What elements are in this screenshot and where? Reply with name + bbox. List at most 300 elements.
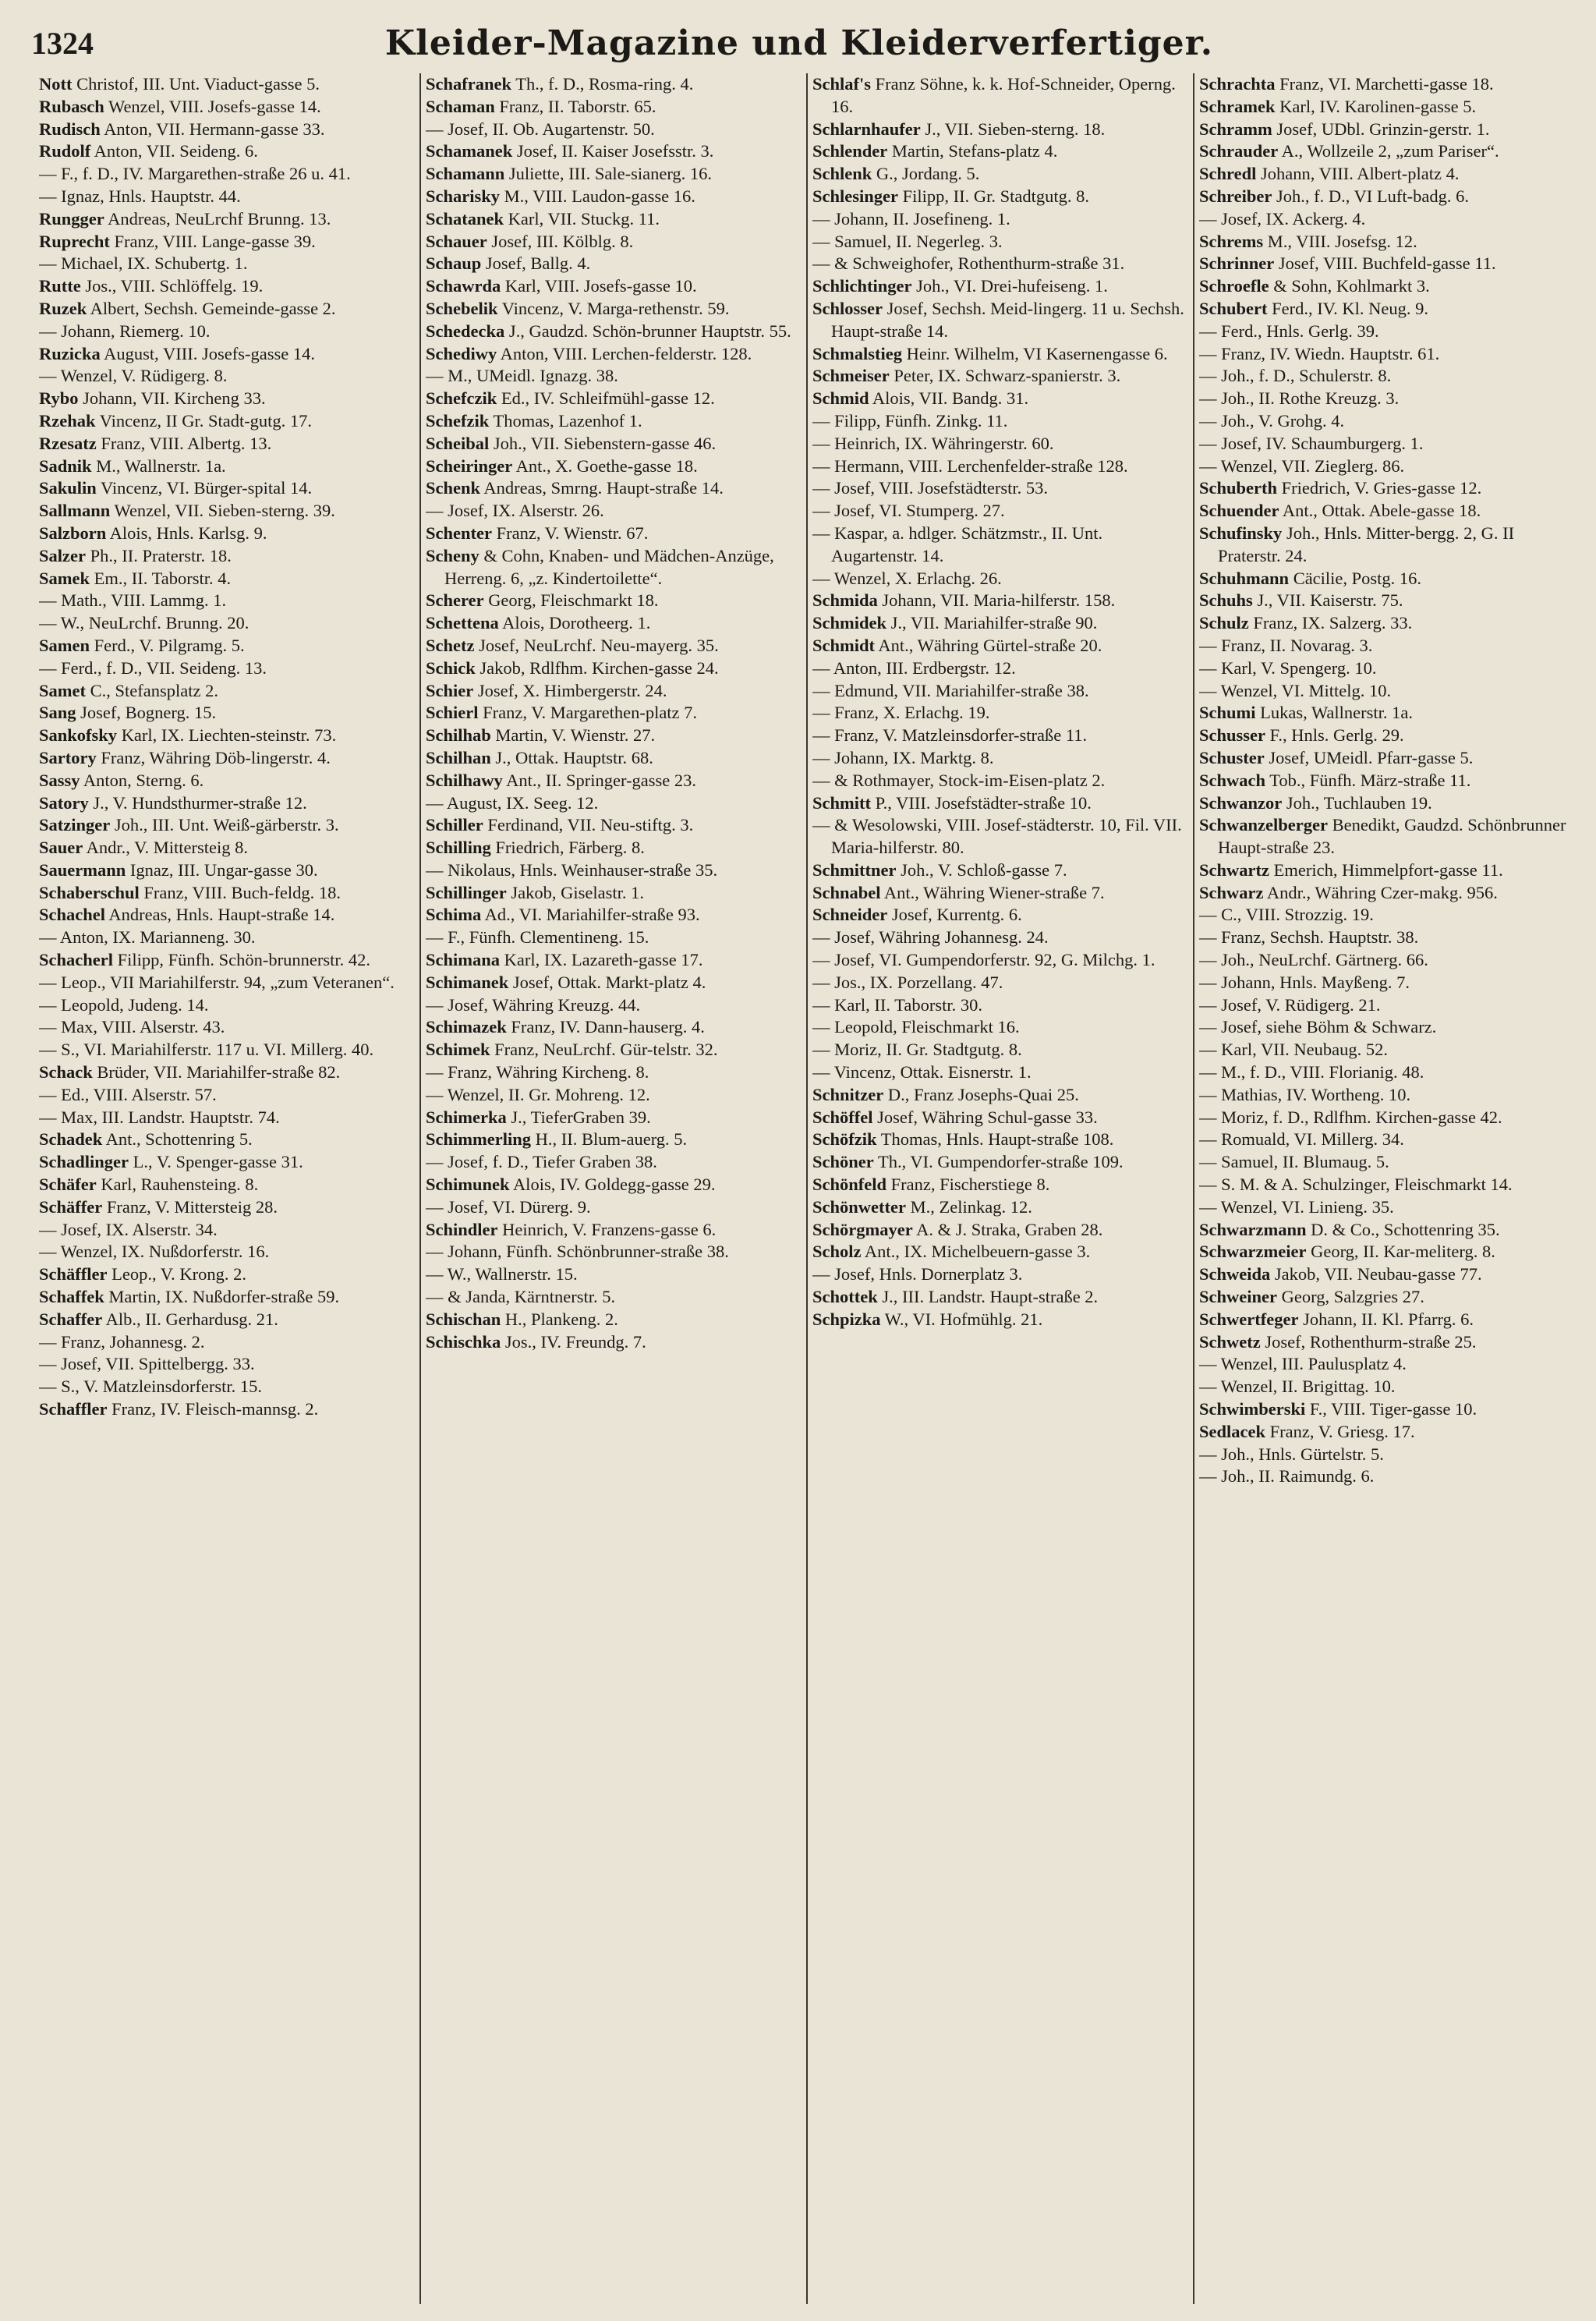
entry-text: Franz, VIII. Buch-feldg. 18. (143, 882, 341, 902)
entry-name: Schwanzelberger (1199, 815, 1328, 835)
entry-text: — Josef, Währing Kreuzg. 44. (426, 994, 641, 1015)
entry-text: — Josef, IX. Alserstr. 34. (39, 1219, 218, 1239)
directory-entry (426, 1241, 800, 1263)
entry-text: H., II. Blum-auerg. 5. (535, 1129, 688, 1150)
entry-text: J., Gaudzd. Schön-brunner Hauptstr. 55. (508, 321, 791, 341)
entry-name: Schmitt (812, 792, 871, 813)
directory-entry (1199, 612, 1567, 635)
entry-text: — Joh., f. D., Schulerstr. 8. (1199, 366, 1392, 386)
directory-entry (426, 1107, 800, 1129)
entry-text: Ant., IX. Michelbeuern-gasse 3. (864, 1242, 1091, 1262)
entry-text: — M., f. D., VIII. Florianig. 48. (1199, 1062, 1424, 1083)
entry-text: — Wenzel, II. Gr. Mohreng. 12. (426, 1084, 650, 1104)
entry-name: Schefczik (426, 388, 497, 409)
column-divider (1193, 73, 1194, 2304)
entry-text: — Wenzel, VI. Linieng. 35. (1199, 1196, 1394, 1217)
entry-text: — Josef, V. Rüdigerg. 21. (1199, 994, 1381, 1015)
entry-name: Samek (39, 568, 90, 588)
directory-entry (1199, 972, 1567, 994)
entry-text: Josef, Währing Schul-gasse 33. (877, 1107, 1098, 1127)
directory-entry (1199, 1151, 1567, 1174)
entry-text: — Josef, Währing Johannesg. 24. (812, 927, 1049, 948)
entry-text: — Nikolaus, Hnls. Weinhauser-straße 35. (426, 859, 718, 880)
directory-entry (39, 949, 413, 972)
entry-text: Andr., Währing Czer-makg. 956. (1266, 882, 1498, 902)
directory-entry (1199, 298, 1567, 321)
directory-entry (39, 904, 413, 927)
directory-entry (426, 477, 800, 500)
directory-entry (426, 882, 800, 905)
entry-name: Schamanek (426, 141, 513, 161)
entry-name: Schmida (812, 590, 878, 611)
entry-text: Franz, IX. Salzerg. 33. (1253, 613, 1413, 633)
entry-text: Albert, Sechsh. Gemeinde-gasse 2. (90, 298, 336, 318)
directory-entry (39, 253, 413, 275)
directory-entry (426, 119, 800, 141)
entry-text: — Leopold, Fleischmarkt 16. (812, 1017, 1020, 1037)
entry-text: Joh., VI. Drei-hufeiseng. 1. (916, 276, 1108, 296)
entry-text: Christof, III. Unt. Viaduct-gasse 5. (76, 74, 320, 94)
directory-entry (426, 96, 800, 119)
directory-entry (1199, 388, 1567, 410)
directory-entry (39, 1219, 413, 1242)
entry-text: Ferd., V. Pilgramg. 5. (94, 635, 245, 655)
directory-entry (812, 1174, 1187, 1196)
directory-entry (426, 837, 800, 859)
entry-name: Scharisky (426, 186, 501, 206)
entry-text: — Moriz, II. Gr. Stadtgutg. 8. (812, 1040, 1022, 1060)
directory-entry (426, 680, 800, 703)
entry-name: Schischka (426, 1331, 501, 1352)
entry-text: Ant., Ottak. Abele-gasse 18. (1282, 501, 1481, 521)
entry-text: — Michael, IX. Schubertg. 1. (39, 253, 248, 274)
directory-entry (812, 680, 1187, 703)
directory-entry (812, 1016, 1187, 1039)
directory-entry (426, 994, 800, 1017)
directory-entry (812, 972, 1187, 994)
entry-text: Joh., VII. Siebenstern-gasse 46. (493, 433, 717, 453)
directory-entry (812, 590, 1187, 612)
entry-name: Schlaf's (812, 74, 872, 94)
entry-text: — Josef, VIII. Josefstädterstr. 53. (812, 478, 1049, 498)
entry-name: Sadnik (39, 455, 92, 476)
entry-name: Schimmerling (426, 1129, 531, 1150)
entry-name: Sankofsky (39, 725, 118, 746)
entry-text: — Karl, II. Taborstr. 30. (812, 994, 982, 1015)
entry-name: Schmeiser (812, 366, 890, 386)
directory-entry (39, 1039, 413, 1061)
entry-name: Schweiner (1199, 1287, 1277, 1307)
entry-name: Schlesinger (812, 186, 898, 206)
directory-entry (812, 1151, 1187, 1174)
entry-name: Schusser (1199, 725, 1266, 746)
entry-text: P., VIII. Josefstädter-straße 10. (875, 792, 1092, 813)
entry-name: Sakulin (39, 478, 97, 498)
directory-entry (1199, 949, 1567, 972)
directory-entry (426, 455, 800, 478)
directory-entry (426, 388, 800, 410)
entry-text: — Franz, Sechsh. Hauptstr. 38. (1199, 927, 1419, 948)
entry-text: J., Ottak. Hauptstr. 68. (495, 747, 653, 767)
directory-entry (812, 612, 1187, 635)
entry-text: — Vincenz, Ottak. Eisnerstr. 1. (812, 1062, 1032, 1083)
directory-entry (39, 859, 413, 882)
directory-entry (39, 1286, 413, 1309)
directory-entry (426, 186, 800, 208)
entry-text: A., Wollzeile 2, „zum Pariser“. (1281, 141, 1499, 161)
entry-name: Schimanek (426, 972, 509, 992)
entry-text: — Franz, Währing Kircheng. 8. (426, 1062, 649, 1083)
entry-name: Sallmann (39, 501, 111, 521)
entry-name: Schacherl (39, 950, 113, 970)
directory-entry (426, 859, 800, 882)
directory-entry (39, 680, 413, 703)
entry-text: — Romuald, VI. Millerg. 34. (1199, 1129, 1404, 1150)
directory-entry (1199, 1376, 1567, 1398)
entry-text: — Franz, X. Erlachg. 19. (812, 703, 990, 723)
entry-text: — & Janda, Kärntnerstr. 5. (426, 1287, 616, 1307)
entry-name: Schilhan (426, 747, 491, 767)
directory-entry (39, 163, 413, 186)
entry-name: Rutte (39, 276, 81, 296)
entry-name: Schebelik (426, 298, 498, 318)
entry-text: — Johann, Riemerg. 10. (39, 321, 211, 341)
entry-text: Anton, VII. Seideng. 6. (94, 141, 258, 161)
entry-text: — Anton, III. Erdbergstr. 12. (812, 657, 1016, 678)
directory-entry (426, 253, 800, 275)
directory-entry (812, 904, 1187, 927)
directory-entry (812, 433, 1187, 455)
entry-text: Ant., X. Goethe-gasse 18. (515, 455, 698, 476)
directory-entry (812, 477, 1187, 500)
entry-name: Schottek (812, 1287, 878, 1307)
directory-entry (426, 231, 800, 253)
entry-text: M., Wallnerstr. 1a. (96, 455, 226, 476)
entry-text: Karl, IX. Lazareth-gasse 17. (504, 950, 703, 970)
directory-entry (426, 1151, 800, 1174)
column-2 (426, 73, 800, 2304)
entry-name: Scherer (426, 590, 484, 611)
directory-entry (39, 612, 413, 635)
entry-name: Schettena (426, 613, 499, 633)
entry-text: Martin, Stefans-platz 4. (891, 141, 1058, 161)
entry-text: — Wenzel, VII. Zieglerg. 86. (1199, 455, 1405, 476)
entry-name: Schwarzmeier (1199, 1242, 1307, 1262)
entry-text: Josef, NeuLrchf. Neu-mayerg. 35. (479, 635, 719, 655)
entry-name: Scheny (426, 545, 480, 565)
directory-entry (426, 523, 800, 545)
entry-text: Josef, Bognerg. 15. (80, 703, 217, 723)
entry-name: Schramm (1199, 119, 1272, 139)
entry-text: — Joh., Hnls. Gürtelstr. 5. (1199, 1444, 1384, 1464)
entry-name: Schuster (1199, 747, 1265, 767)
entry-text: — Johann, Fünfh. Schönbrunner-straße 38. (426, 1242, 729, 1262)
directory-entry (812, 770, 1187, 792)
entry-text: Emerich, Himmelpfort-gasse 11. (1273, 859, 1503, 880)
entry-name: Nott (39, 74, 73, 94)
directory-entry (39, 365, 413, 388)
entry-text: — Wenzel, II. Brigittag. 10. (1199, 1377, 1396, 1397)
directory-entry (1199, 927, 1567, 949)
entry-text: August, VIII. Josefs-gasse 14. (104, 343, 315, 363)
entry-text: Martin, V. Wienstr. 27. (495, 725, 656, 746)
entry-text: Wenzel, VIII. Josefs-gasse 14. (108, 96, 321, 116)
directory-entry (812, 1061, 1187, 1084)
entry-text: — Franz, V. Matzleinsdorfer-straße 11. (812, 725, 1088, 746)
directory-entry (426, 814, 800, 837)
entry-text: Franz, V. Wienstr. 67. (496, 523, 649, 543)
entry-text: Jos., VIII. Schlöffelg. 19. (85, 276, 264, 296)
directory-entry (1199, 702, 1567, 725)
entry-text: Brüder, VII. Mariahilfer-straße 82. (97, 1062, 341, 1083)
directory-entry (426, 702, 800, 725)
entry-text: Joh., Tuchlauben 19. (1286, 792, 1432, 813)
directory-entry (426, 927, 800, 949)
entry-name: Schlosser (812, 298, 883, 318)
entry-text: — Samuel, II. Blumaug. 5. (1199, 1152, 1389, 1172)
entry-text: D., Franz Josephs-Quai 25. (887, 1084, 1079, 1104)
entry-text: Franz, NeuLrchf. Gür-telstr. 32. (494, 1040, 718, 1060)
entry-text: — Josef, VII. Spittelbergg. 33. (39, 1354, 255, 1374)
entry-name: Schnabel (812, 882, 881, 902)
entry-text: Karl, IX. Liechten-steinstr. 73. (121, 725, 337, 746)
directory-entry (39, 343, 413, 366)
entry-text: — Karl, V. Spengerg. 10. (1199, 657, 1377, 678)
entry-name: Schaman (426, 96, 495, 116)
entry-name: Schimek (426, 1040, 490, 1060)
entry-name: Schimerka (426, 1107, 507, 1127)
entry-name: Schindler (426, 1219, 498, 1239)
entry-text: F., VIII. Tiger-gasse 10. (1309, 1399, 1477, 1419)
entry-name: Schischan (426, 1309, 501, 1329)
directory-entry (39, 477, 413, 500)
entry-name: Schmidt (812, 635, 876, 655)
entry-text: J., TieferGraben 39. (511, 1107, 651, 1127)
directory-entry (426, 747, 800, 770)
directory-entry (426, 1061, 800, 1084)
directory-entry (812, 1107, 1187, 1129)
entry-text: Georg, Fleischmarkt 18. (488, 590, 659, 611)
entry-name: Schack (39, 1062, 93, 1083)
directory-entry (426, 1286, 800, 1309)
entry-text: M., Zelinkag. 12. (910, 1196, 1032, 1217)
directory-entry (1199, 275, 1567, 298)
entry-text: — Wenzel, III. Paulusplatz 4. (1199, 1354, 1407, 1374)
directory-entry (426, 1016, 800, 1039)
entry-text: Karl, VII. Stuckg. 11. (508, 208, 660, 229)
entry-text: Anton, Sterng. 6. (83, 770, 204, 790)
entry-text: — S., VI. Mariahilferstr. 117 u. VI. Millerg. 40. (39, 1040, 374, 1060)
entry-name: Schrinner (1199, 253, 1275, 274)
entry-name: Schaffek (39, 1287, 104, 1307)
directory-entry (1199, 1331, 1567, 1354)
directory-entry (1199, 568, 1567, 590)
entry-name: Schimazek (426, 1017, 507, 1037)
entry-name: Schamann (426, 164, 505, 184)
entry-name: Schaberschul (39, 882, 140, 902)
entry-name: Samen (39, 635, 90, 655)
directory-entry (426, 1129, 800, 1151)
directory-entry (1199, 410, 1567, 433)
directory-entry (812, 140, 1187, 163)
entry-text: Franz, Fischerstiege 8. (890, 1175, 1050, 1195)
directory-entry (426, 770, 800, 792)
entry-text: Franz, V. Margarethen-platz 7. (483, 703, 698, 723)
entry-text: Th., VI. Gumpendorfer-straße 109. (877, 1152, 1124, 1172)
entry-text: — Johann, Hnls. Mayßeng. 7. (1199, 972, 1410, 992)
entry-text: Filipp, II. Gr. Stadtgutg. 8. (902, 186, 1090, 206)
entry-name: Schöfzik (812, 1129, 877, 1150)
entry-text: Heinr. Wilhelm, VI Kasernengasse 6. (906, 343, 1168, 363)
entry-name: Schäffer (39, 1196, 103, 1217)
entry-name: Ruprecht (39, 231, 110, 251)
entry-text: — Heinrich, IX. Währingerstr. 60. (812, 433, 1054, 453)
entry-text: — Ferd., Hnls. Gerlg. 39. (1199, 321, 1379, 341)
entry-name: Schwetz (1199, 1331, 1261, 1352)
directory-entry (1199, 1016, 1567, 1039)
directory-entry (39, 1174, 413, 1196)
directory-entry (812, 388, 1187, 410)
entry-name: Satory (39, 792, 89, 813)
entry-text: Jos., IV. Freundg. 7. (504, 1331, 646, 1352)
entry-name: Schrauder (1199, 141, 1279, 161)
entry-name: Schaup (426, 253, 482, 274)
entry-text: Franz, VI. Marchetti-gasse 18. (1279, 74, 1494, 94)
directory-entry (426, 500, 800, 523)
entry-name: Schilhab (426, 725, 491, 746)
directory-entry (39, 882, 413, 905)
directory-entry (1199, 590, 1567, 612)
entry-name: Schier (426, 680, 474, 700)
directory-entry (1199, 500, 1567, 523)
entry-name: Schilhawy (426, 770, 503, 790)
directory-entry (1199, 321, 1567, 343)
directory-entry (39, 119, 413, 141)
directory-entry (1199, 231, 1567, 253)
entry-name: Schöner (812, 1152, 874, 1172)
directory-entry (426, 1196, 800, 1219)
entry-text: Joh., III. Unt. Weiß-gärberstr. 3. (114, 815, 339, 835)
entry-text: Josef, Rothenthurm-straße 25. (1265, 1331, 1477, 1352)
entry-name: Schwach (1199, 770, 1266, 790)
entry-name: Sartory (39, 747, 97, 767)
entry-name: Salzer (39, 545, 86, 565)
entry-name: Schönwetter (812, 1196, 906, 1217)
directory-entry (1199, 1084, 1567, 1107)
entry-name: Schuhs (1199, 590, 1253, 611)
entry-text: Josef, VIII. Buchfeld-gasse 11. (1278, 253, 1496, 274)
directory-entry (39, 231, 413, 253)
entry-text: — W., Wallnerstr. 15. (426, 1264, 578, 1285)
entry-text: J., VII. Mariahilfer-straße 90. (890, 613, 1098, 633)
directory-entry (1199, 1107, 1567, 1129)
entry-text: Franz Söhne, k. k. Hof-Schneider, Operng. 16. (831, 74, 1176, 116)
entry-text: — Samuel, II. Negerleg. 3. (812, 231, 1003, 251)
directory-entry (1199, 1219, 1567, 1242)
entry-name: Schweida (1199, 1264, 1271, 1285)
directory-entry (39, 927, 413, 949)
directory-entry (426, 275, 800, 298)
entry-text: Johann, VII. Maria-hilferstr. 158. (882, 590, 1116, 611)
entry-text: F., Hnls. Gerlg. 29. (1269, 725, 1404, 746)
column-divider (806, 73, 808, 2304)
entry-text: & Cohn, Knaben- und Mädchen-Anzüge, Herreng. 6, „z. Kindertoilette“. (444, 545, 774, 588)
directory-entry (1199, 523, 1567, 568)
entry-name: Schiller (426, 815, 483, 835)
page-number: 1324 (31, 26, 94, 61)
directory-entry (426, 208, 800, 231)
directory-entry (39, 814, 413, 837)
entry-text: Ant., Währing Wiener-straße 7. (883, 882, 1105, 902)
entry-text: Filipp, Fünfh. Schön-brunnerstr. 42. (117, 950, 370, 970)
directory-entry (812, 523, 1187, 568)
entry-text: — Josef, II. Ob. Augartenstr. 50. (426, 119, 655, 139)
directory-entry (1199, 1444, 1567, 1466)
directory-entry (812, 1039, 1187, 1061)
entry-text: Tob., Fünfh. März-straße 11. (1269, 770, 1471, 790)
directory-entry (1199, 1398, 1567, 1421)
entry-text: J., V. Hundsthurmer-straße 12. (93, 792, 307, 813)
entry-name: Rzehak (39, 410, 96, 431)
directory-entry (426, 1331, 800, 1354)
entry-text: — August, IX. Seeg. 12. (426, 792, 599, 813)
directory-entry (39, 1241, 413, 1263)
entry-text: Johann, VIII. Albert-platz 4. (1260, 164, 1460, 184)
entry-text: — Ferd., f. D., VII. Seideng. 13. (39, 657, 267, 678)
entry-text: Andreas, NeuLrchf Brunng. 13. (108, 208, 331, 229)
entry-text: Ferd., IV. Kl. Neug. 9. (1272, 298, 1428, 318)
entry-name: Schawrda (426, 276, 501, 296)
entry-name: Schreiber (1199, 186, 1272, 206)
directory-columns (39, 73, 1567, 2304)
directory-entry (426, 321, 800, 343)
entry-text: — Leop., VII Mariahilferstr. 94, „zum Veteranen“. (39, 972, 395, 992)
entry-name: Schmittner (812, 859, 897, 880)
entry-text: L., V. Spenger-gasse 31. (133, 1152, 303, 1172)
directory-entry (426, 657, 800, 680)
directory-entry (1199, 253, 1567, 275)
entry-text: Franz, Währing Döb-lingerstr. 4. (101, 747, 331, 767)
entry-text: — Kaspar, a. hdlger. Schätzmstr., II. Unt. Augartenstr. 14. (812, 523, 1103, 565)
directory-entry (39, 792, 413, 815)
entry-text: — M., UMeidl. Ignazg. 38. (426, 366, 618, 386)
directory-entry (812, 994, 1187, 1017)
entry-text: — Franz, IV. Wiedn. Hauptstr. 61. (1199, 343, 1440, 363)
directory-entry (39, 994, 413, 1017)
directory-entry (1199, 163, 1567, 186)
directory-entry (812, 1129, 1187, 1151)
entry-text: Martin, IX. Nußdorfer-straße 59. (108, 1287, 340, 1307)
directory-entry (39, 1016, 413, 1039)
entry-text: Franz, V. Griesg. 17. (1269, 1421, 1415, 1441)
directory-entry (39, 837, 413, 859)
directory-entry (812, 365, 1187, 388)
entry-text: — & Rothmayer, Stock-im-Eisen-platz 2. (812, 770, 1106, 790)
entry-text: J., III. Landstr. Haupt-straße 2. (882, 1287, 1099, 1307)
entry-text: A. & J. Straka, Graben 28. (916, 1219, 1103, 1239)
directory-entry (39, 500, 413, 523)
entry-text: Jakob, Giselastr. 1. (511, 882, 644, 902)
entry-name: Schramek (1199, 96, 1276, 116)
entry-name: Schuberth (1199, 478, 1278, 498)
entry-name: Schönfeld (812, 1175, 887, 1195)
directory-entry (39, 455, 413, 478)
entry-name: Schwartz (1199, 859, 1269, 880)
directory-entry (39, 388, 413, 410)
entry-text: Franz, V. Mittersteig 28. (106, 1196, 278, 1217)
entry-text: — Josef, VI. Dürerg. 9. (426, 1196, 591, 1217)
entry-text: Th., f. D., Rosma-ring. 4. (515, 74, 694, 94)
